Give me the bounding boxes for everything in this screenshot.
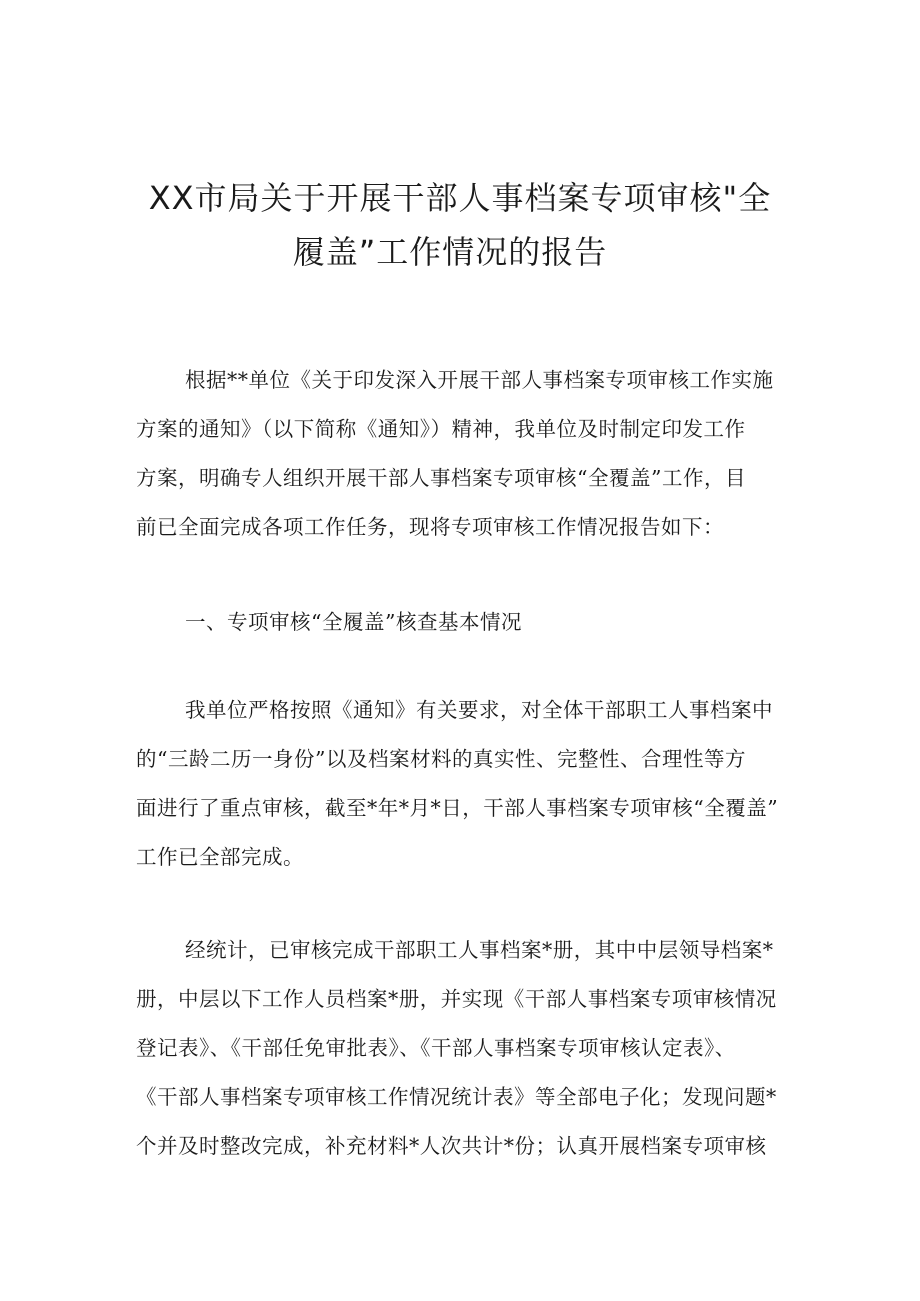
- paragraph-line: 方案，明确专人组织开展干部人事档案专项审核“全覆盖”工作，目: [136, 466, 746, 490]
- paragraph-line: 面进行了重点审核，截至*年*月*日，干部人事档案专项审核“全覆盖”: [136, 796, 779, 820]
- review-paragraph: [136, 686, 788, 882]
- paragraph-line: 工作已全部完成。: [136, 845, 304, 869]
- title-line-1: XX市局关于开展干部人事档案专项审核"全: [148, 179, 772, 218]
- paragraph-line: 册，中层以下工作人员档案*册，并实现《干部人事档案专项审核情况: [136, 987, 777, 1011]
- title-line-2: 履盖”工作情况的报告: [292, 233, 608, 272]
- section-heading: [136, 598, 788, 647]
- paragraph-line: 我单位严格按照《通知》有关要求，对全体干部职工人事档案中: [185, 698, 773, 722]
- paragraph-line: 《干部人事档案专项审核工作情况统计表》等全部电子化；发现问题*: [136, 1085, 777, 1109]
- paragraph-line: 方案的通知》（以下简称《通知》）精神，我单位及时制定印发工作: [136, 417, 746, 441]
- page-title: [100, 171, 820, 279]
- paragraph-line: 根据**单位《关于印发深入开展干部人事档案专项审核工作实施: [185, 368, 774, 392]
- paragraph-line: 经统计，已审核完成干部职工人事档案*册，其中中层领导档案*: [185, 938, 774, 962]
- statistics-paragraph: [136, 926, 788, 1171]
- paragraph-line: 的“三龄二历一身份”以及档案材料的真实性、完整性、合理性等方: [136, 747, 746, 771]
- paragraph-line: 前已全面完成各项工作任务，现将专项审核工作情况报告如下：: [136, 515, 724, 539]
- intro-paragraph: [136, 356, 788, 552]
- paragraph-line: 个并及时整改完成，补充材料*人次共计*份；认真开展档案专项审核: [136, 1134, 767, 1158]
- paragraph-line: 登记表》、《干部任免审批表》、《干部人事档案专项审核认定表》、: [136, 1036, 736, 1060]
- section-heading-text: 一、专项审核“全履盖”核查基本情况: [185, 610, 522, 634]
